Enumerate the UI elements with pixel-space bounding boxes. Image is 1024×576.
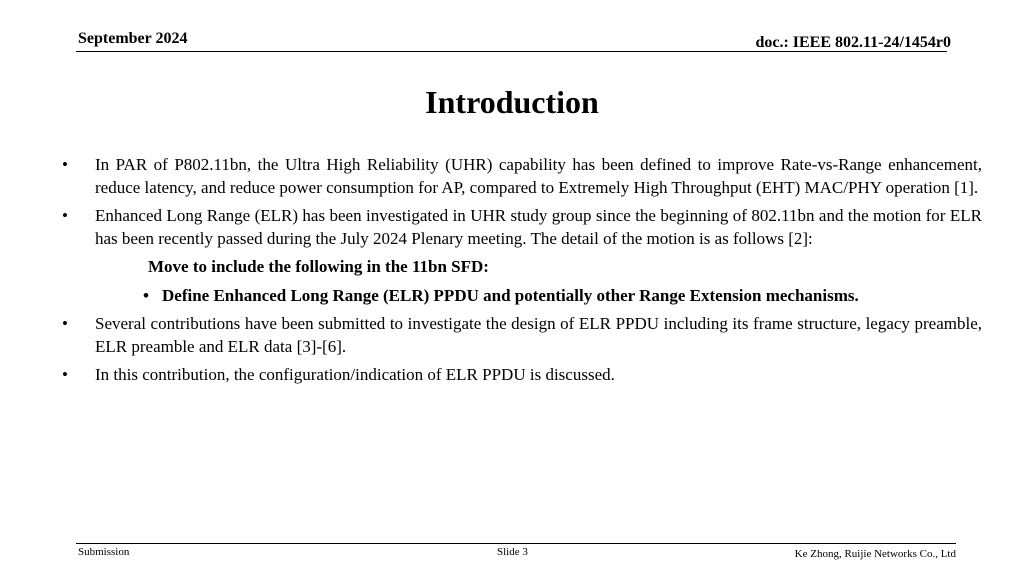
- bullet-text: In this contribution, the configuration/indication of ELR PPDU is discussed.: [95, 365, 615, 384]
- bullet-icon: •: [62, 365, 68, 384]
- bullet-icon: •: [62, 155, 68, 174]
- footer-submission: Submission: [78, 546, 130, 558]
- motion-item: [62, 284, 982, 307]
- slide-content: [62, 153, 982, 391]
- header-doc-id: doc.: IEEE 802.11-24/1454r0: [755, 34, 951, 51]
- bullet-icon: •: [62, 314, 68, 333]
- header-date: September 2024: [78, 30, 188, 47]
- bullet-item: [62, 363, 982, 386]
- bullet-text: In PAR of P802.11bn, the Ultra High Reliability (UHR) capability has been defined to improve Rate-vs-Range enhancement, reduce latency, and reduce power consumption for AP, compared to Extremely High Throughput (EHT) MAC/PHY operation [1].: [95, 155, 982, 197]
- footer-divider: [76, 543, 956, 544]
- slide-title: Introduction: [425, 84, 599, 120]
- bullet-icon: •: [62, 206, 68, 225]
- bullet-item: [62, 204, 982, 250]
- motion-heading: Move to include the following in the 11bn SFD:: [148, 257, 489, 276]
- header-divider: [76, 51, 947, 52]
- bullet-text: Enhanced Long Range (ELR) has been investigated in UHR study group since the beginning of 802.11bn and the motion for ELR has been recently passed during the July 2024 Plenary meeting. The detail of the motion is as follows [2]:: [95, 206, 982, 248]
- footer-slide-number: Slide 3: [497, 546, 528, 558]
- bullet-text: Several contributions have been submitted to investigate the design of ELR PPDU including its frame structure, legacy preamble, ELR preamble and ELR data [3]-[6].: [95, 314, 982, 356]
- bullet-item: [62, 153, 982, 199]
- footer-author: Ke Zhong, Ruijie Networks Co., Ltd: [794, 548, 956, 560]
- motion-item-text: Define Enhanced Long Range (ELR) PPDU and potentially other Range Extension mechanisms.: [162, 286, 859, 305]
- sub-bullet-icon: •: [143, 286, 149, 305]
- bullet-item: [62, 312, 982, 358]
